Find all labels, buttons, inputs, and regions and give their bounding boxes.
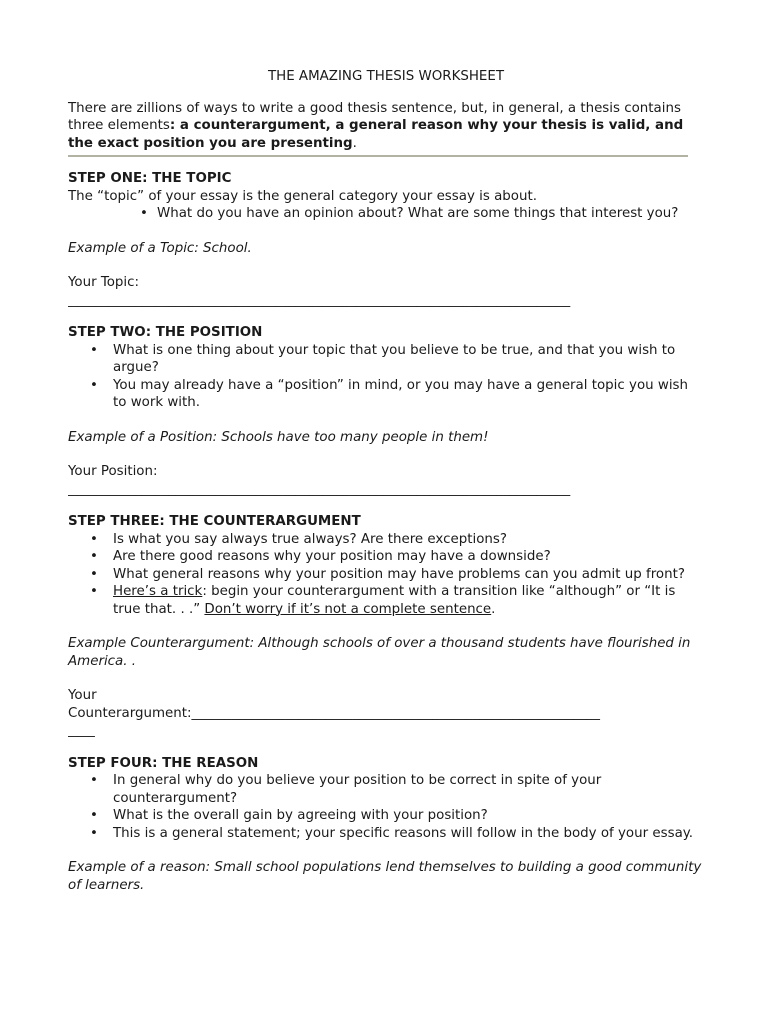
step-one-heading: STEP ONE: THE TOPIC <box>68 171 232 186</box>
bullet-icon: • <box>90 377 98 393</box>
step-four-heading: STEP FOUR: THE REASON <box>68 755 259 771</box>
intro-lead: There are zillions of ways to write a good thesis sentence, but, in general, a thesis contains three elements <box>68 100 681 133</box>
bullet-icon: • <box>90 531 98 547</box>
step-four-example-text: : Small school populations lend themselves to building a good community of learners <box>68 860 702 893</box>
trick-text: : begin your counterargument with a transition like “although” or “It is true that. . .” <box>113 584 676 617</box>
intro-tail: . <box>352 135 357 151</box>
bullet-icon: • <box>90 549 98 564</box>
list-item <box>68 583 704 618</box>
counterargument-answer-line-continued[interactable]: ____ <box>68 723 95 738</box>
step-three-bullets <box>68 531 704 619</box>
position-prompt: Your Position: <box>68 464 158 479</box>
trick-label: Here’s a trick <box>113 584 203 599</box>
step-four-example-lead: Example of a reason <box>68 860 206 875</box>
bullet-icon: • <box>90 342 98 358</box>
list-item <box>68 205 704 223</box>
step-two-heading: STEP TWO: THE POSITION <box>68 325 263 340</box>
topic-answer-line[interactable]: ___________________________________________________________________________ <box>68 292 571 308</box>
step-three-heading: STEP THREE: THE COUNTERARGUMENT <box>68 514 361 529</box>
position-answer-line[interactable]: ___________________________________________________________________________ <box>68 481 571 497</box>
worksheet-title: THE AMAZING THESIS WORKSHEET <box>267 69 505 84</box>
bullet-icon: • <box>90 566 98 582</box>
bullet-icon: • <box>90 584 98 599</box>
step-one-example: Example of a Topic: School. <box>68 240 252 256</box>
list-item-text: What general reasons why your position may have problems can you admit up front? <box>113 566 685 582</box>
list-item-text: What is the overall gain by agreeing with your position? <box>113 808 488 823</box>
list-item <box>68 342 704 377</box>
counterargument-label: Counterargument: <box>68 705 192 721</box>
horizontal-rule <box>68 155 688 157</box>
trick-end: . <box>491 601 496 617</box>
counterargument-answer-line[interactable]: _____________________________________________________________ <box>191 705 600 721</box>
list-item-text: What is one thing about your topic that you believe to be true, and that you wish to argue? <box>113 342 676 375</box>
step-four-bullets <box>68 772 704 842</box>
step-two-example: Example of a Position: Schools have too many people in them! <box>68 429 489 445</box>
list-item <box>68 548 704 566</box>
list-item-text: In general why do you believe your position to be correct in spite of your counterargument? <box>113 773 602 806</box>
bullet-icon: • <box>90 808 98 823</box>
step-one-description: The “topic” of your essay is the general category your essay is about. <box>68 188 537 204</box>
step-one-bullets <box>68 205 704 223</box>
counterargument-prompt-line1: Your <box>68 688 97 703</box>
step-four-example <box>68 859 704 894</box>
list-item <box>68 377 704 412</box>
step-four-example-end: . <box>140 877 145 893</box>
list-item <box>68 531 704 549</box>
step-two-bullets <box>68 342 704 412</box>
topic-prompt: Your Topic: <box>68 275 140 290</box>
list-item <box>68 807 704 825</box>
list-item <box>68 566 704 584</box>
list-item-text: Are there good reasons why your position may have a downside? <box>113 549 551 564</box>
intro-paragraph <box>68 100 704 153</box>
list-item-text: This is a general statement; your specific reasons will follow in the body of your essay. <box>113 825 694 841</box>
worksheet-content <box>68 68 704 894</box>
intro-bold: : a counterargument, a general reason why your thesis is valid, and the exact position you are presenting <box>68 118 684 151</box>
bullet-icon: • <box>140 206 148 221</box>
list-item <box>68 772 704 807</box>
bullet-icon: • <box>90 825 98 841</box>
list-item-text: Is what you say always true always? Are there exceptions? <box>113 531 507 547</box>
list-item-text: What do you have an opinion about? What are some things that interest you? <box>157 206 679 221</box>
trick-note: Don’t worry if it’s not a complete sentence <box>204 601 492 617</box>
bullet-icon: • <box>90 773 98 788</box>
list-item-text: You may already have a “position” in mind, or you may have a general topic you wish to work with. <box>113 377 689 410</box>
list-item <box>68 825 704 843</box>
counterargument-prompt-line2 <box>68 705 704 723</box>
step-three-example: Example Counterargument: Although schools of over a thousand students have flourished in America. . <box>68 636 691 669</box>
